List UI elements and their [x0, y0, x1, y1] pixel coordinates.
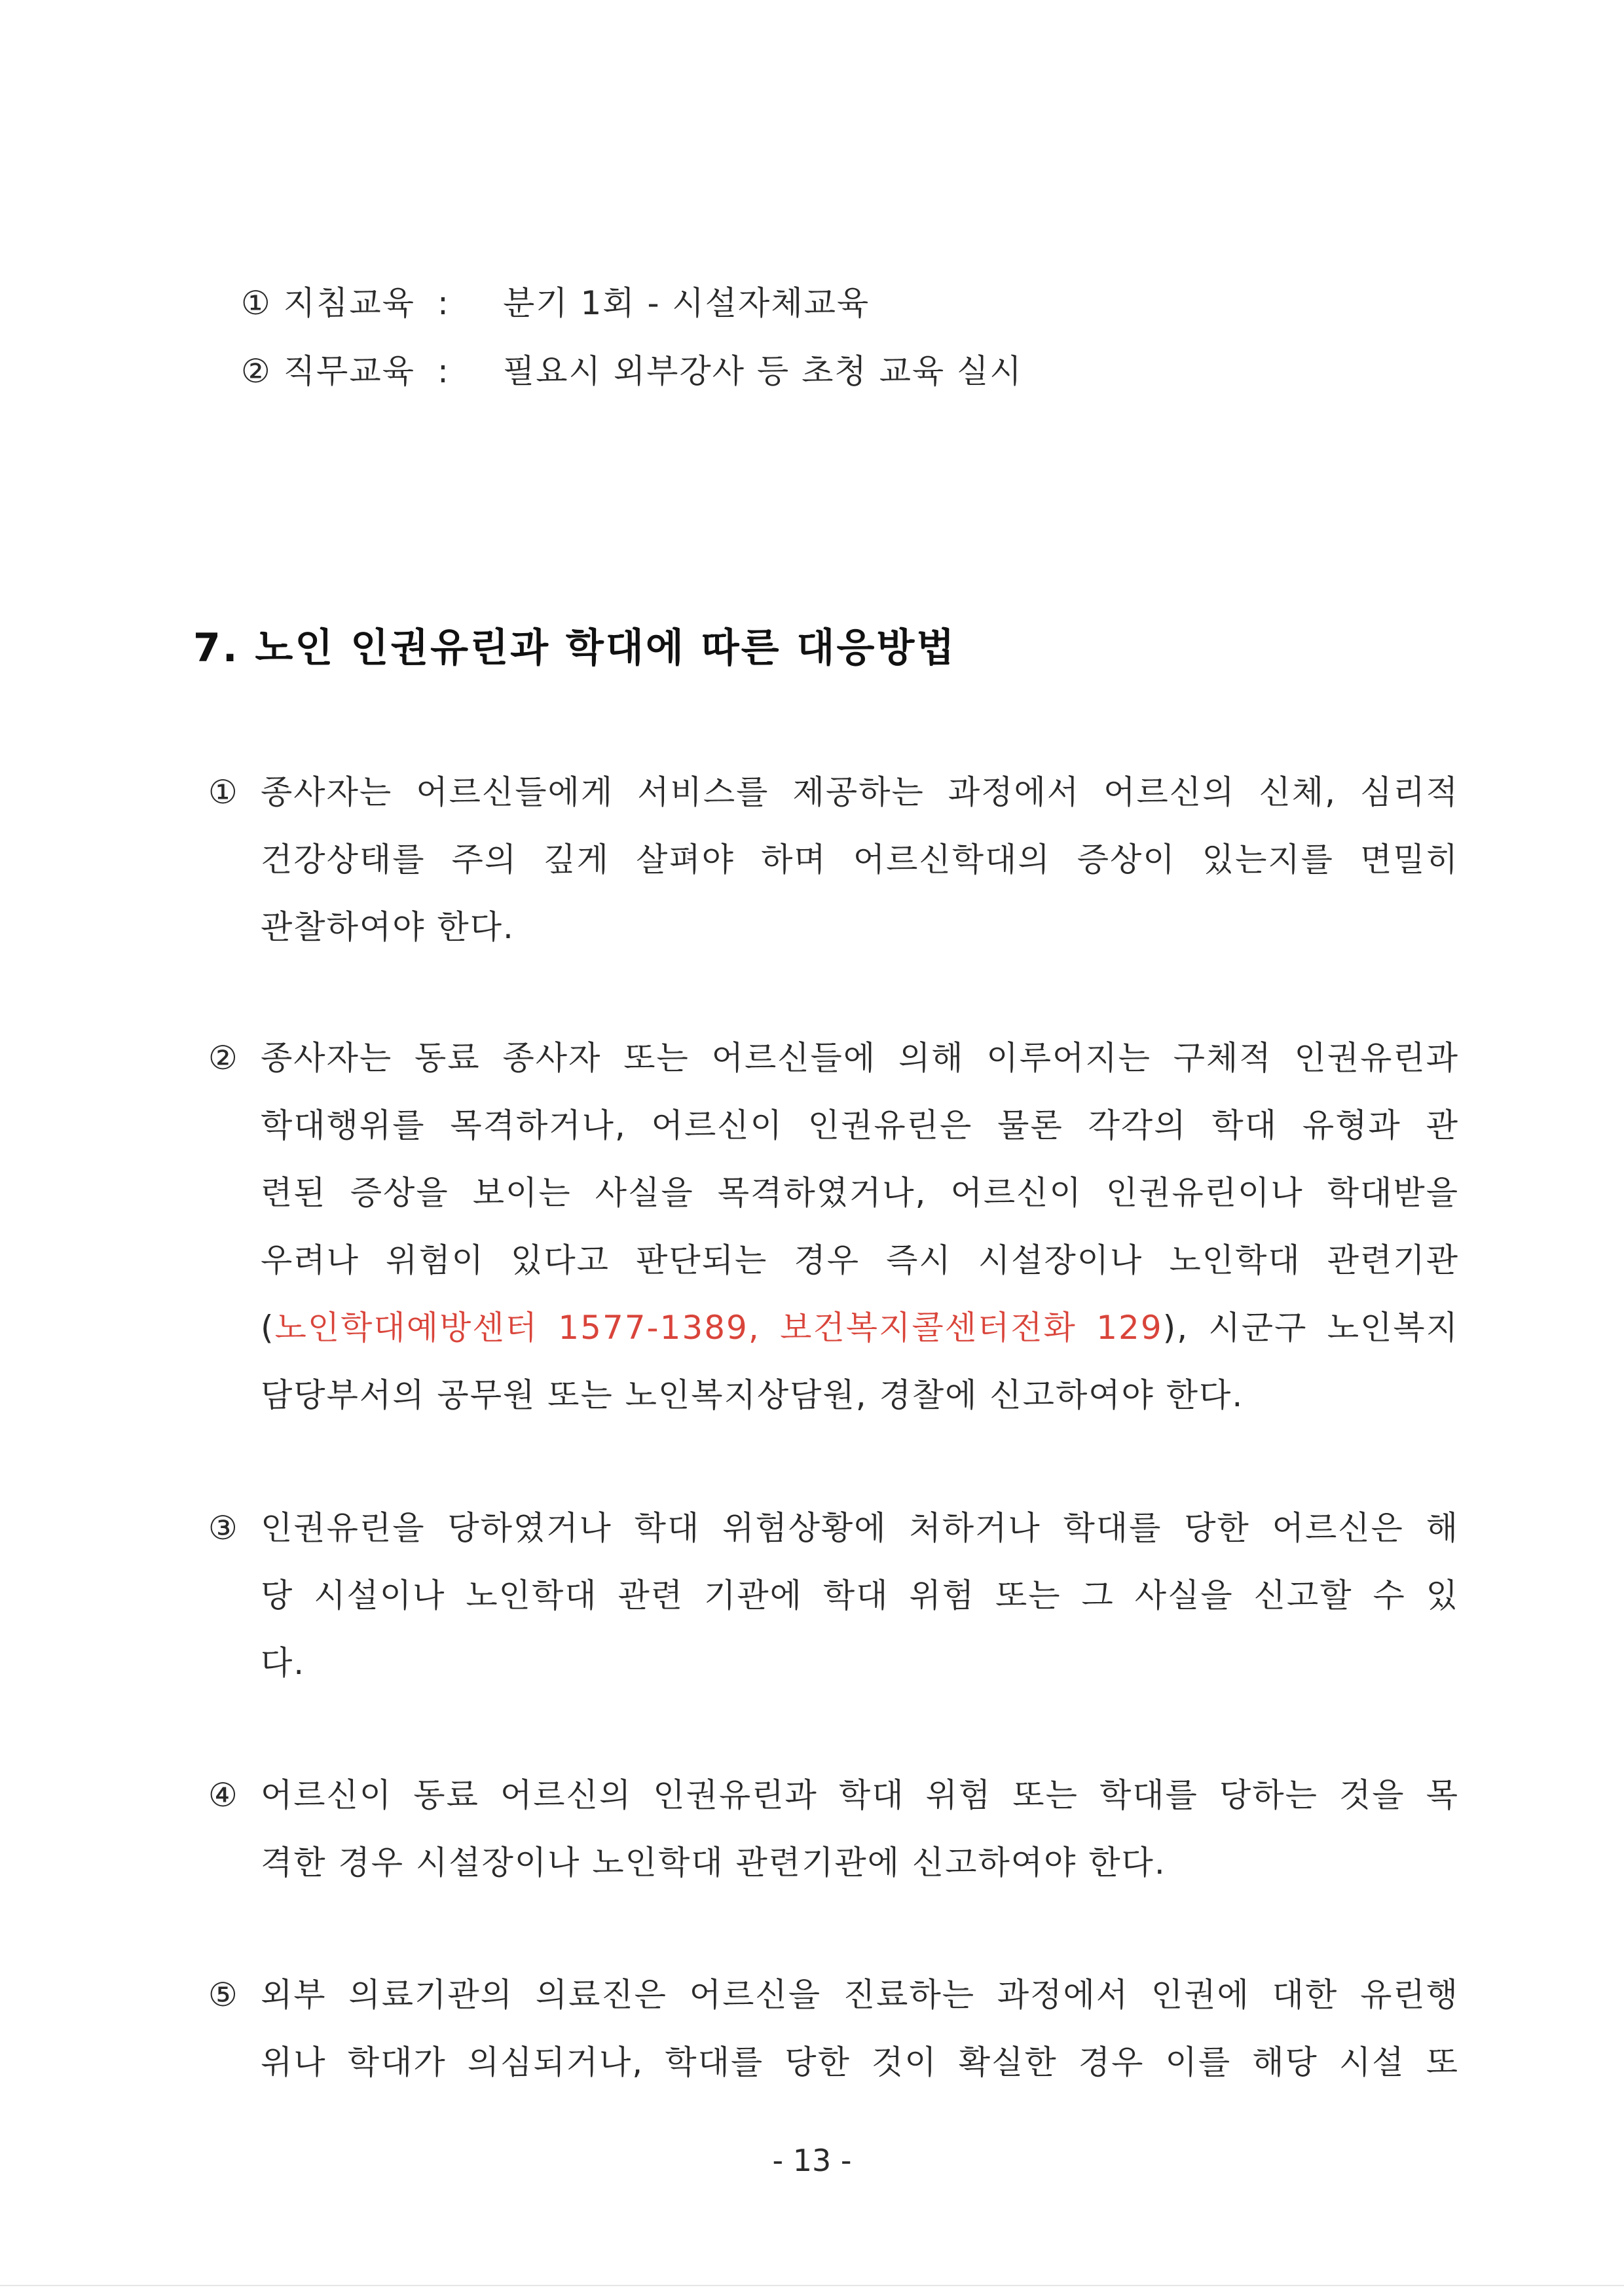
- page-number: - 13 -: [772, 2143, 852, 2178]
- item-line: 당 시설이나 노인학대 관련 기관에 학대 위험 또는 그 사실을 신고할 수 있: [261, 1576, 1459, 1614]
- item-line: 다.: [261, 1644, 306, 1682]
- item-line: 외부 의료기관의 의료진은 어르신을 진료하는 과정에서 인권에 대한 유린행: [261, 1976, 1459, 2014]
- item-marker: ④: [208, 1776, 238, 1814]
- item-line: 종사자는 동료 종사자 또는 어르신들에 의해 이루어지는 구체적 인권유린과: [261, 1039, 1459, 1077]
- item-line: 격한 경우 시설장이나 노인학대 관련기관에 신고하여야 한다.: [261, 1844, 1166, 1882]
- education-label: ① 지침교육: [241, 284, 415, 322]
- section-title: 7. 노인 인권유린과 학대에 따른 대응방법: [193, 625, 957, 671]
- item-contact-line: [261, 1308, 1459, 1347]
- item-line: 담당부서의 공무원 또는 노인복지상담원, 경찰에 신고하여야 한다.: [261, 1376, 1244, 1414]
- hotline-info: 노인학대예방센터 1577-1389, 보건복지콜센터전화 129: [274, 1309, 1163, 1347]
- education-detail: 분기 1회 - 시설자체교육: [503, 284, 870, 322]
- item-line: 학대행위를 목격하거나, 어르신이 인권유린은 물론 각각의 학대 유형과 관: [261, 1106, 1459, 1144]
- education-detail: 필요시 외부강사 등 초청 교육 실시: [503, 352, 1023, 390]
- education-colon: :: [437, 284, 450, 322]
- item-line: 우려나 위험이 있다고 판단되는 경우 즉시 시설장이나 노인학대 관련기관: [261, 1241, 1459, 1279]
- education-colon: :: [437, 352, 450, 390]
- item-line: 종사자는 어르신들에게 서비스를 제공하는 과정에서 어르신의 신체, 심리적: [261, 773, 1459, 811]
- item-line: 건강상태를 주의 깊게 살펴야 하며 어르신학대의 증상이 있는지를 면밀히: [261, 841, 1459, 879]
- education-label: ② 직무교육: [241, 352, 415, 390]
- item-line: 련된 증상을 보이는 사실을 목격하였거나, 어르신이 인권유린이나 학대받을: [261, 1174, 1459, 1212]
- education-item-job: [241, 352, 1023, 391]
- item-line: 위나 학대가 의심되거나, 학대를 당한 것이 확실한 경우 이를 해당 시설 또: [261, 2043, 1459, 2081]
- item-marker: ③: [208, 1509, 238, 1547]
- item-line: 인권유린을 당하였거나 학대 위험상황에 처하거나 학대를 당한 어르신은 해: [261, 1509, 1459, 1547]
- item-line: 관찰하여야 한다.: [261, 908, 515, 946]
- page-bottom-edge: [0, 2285, 1624, 2286]
- contact-rest: ), 시군구 노인복지: [1162, 1309, 1459, 1347]
- contact-open-paren: (: [261, 1309, 275, 1347]
- education-item-guideline: [241, 283, 870, 323]
- item-marker: ①: [208, 773, 238, 811]
- item-line: 어르신이 동료 어르신의 인권유린과 학대 위험 또는 학대를 당하는 것을 목: [261, 1776, 1459, 1814]
- item-marker: ⑤: [208, 1976, 238, 2014]
- item-marker: ②: [208, 1039, 238, 1077]
